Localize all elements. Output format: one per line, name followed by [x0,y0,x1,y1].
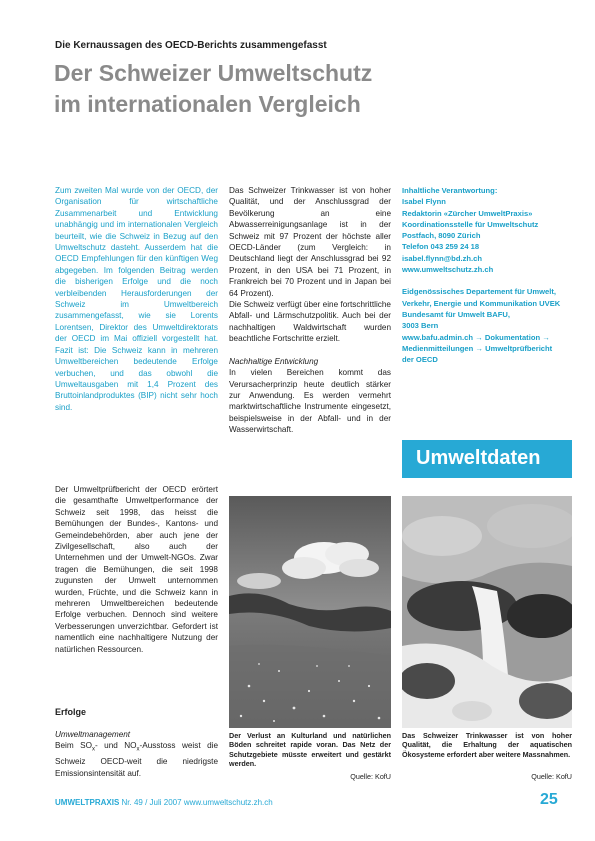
body-col2-p3: In vielen Bereichen kommt das Verursacherprinzip heute deutlich stärker zur Anwendung. Es werden vermehrt marktwirtschaftliche Instrumente eingesetzt, beispielsweise in der Abfall- und in der Wasserwirtschaft. [229,368,391,435]
credits-line: Redaktorin «Zürcher UmweltPraxis» [402,208,533,218]
body-col2-p2: Die Schweiz verfügt über eine fortschrittliche Abfall- und Lärmschutzpolitik. Auch bei der nachhaltigen Waldwirtschaft wurden beachtliche Fortschritte erzielt. [229,300,391,344]
page-footer [55,798,273,807]
subscript-x1: x [91,747,95,754]
body-col2-subheading: Nachhaltige Entwicklung [229,356,319,366]
erfolge-text-mid: - und NO [94,741,137,751]
page-number: 25 [540,791,558,808]
title-line-1: Der Schweizer Umweltschutz [54,60,373,86]
caption-waterfall: Das Schweizer Trinkwasser ist von hoher Qualität, die Erhaltung der aquatischen Ökosysteme erfordert aber weitere Massnahmen. [402,731,572,759]
credits-line: Inhaltliche Verantwortung: [402,186,498,195]
footer-issue: Nr. 49 / Juli 2007 [121,798,182,807]
credits-line: Medienmitteilungen → Umweltprüfbericht [402,343,553,353]
caption-landscape: Der Verlust an Kulturland und natürlichen Böden schreitet rapide voran. Das Netz der Schutzgebiete müsste erweitert und gestärkt werden. [229,731,391,769]
erfolge-text-post: -Ausstoss weist die Schweiz OECD-weit die niedrigste Emissionsintensität auf. [55,741,218,778]
landscape-photo [229,496,391,728]
body-paragraph-col1: Der Umweltprüfbericht der OECD erörtert die gesamthafte Umweltperformance der Schweiz seit 1998, das heisst die Bemühungen der Bundes-, Kantons- und Gemeindebehörden, aber auch jene der Zivilgesellschaft, also auch der Unternehmen und der Umwelt-NGOs. Zwar tragen die Bemühungen, die seit 1998 zugunsten der Umwelt unternommen wurden, Früchte, und die Schweiz kann in mehreren Umweltbereichen bedeutende Erfolge verbuchen. Dennoch sind weitere Verbesserungen unverzichtbar. Gefordert ist namentlich eine nachhaltigere Nutzung der natürlichen Ressourcen. [55,485,218,654]
title-line-2: im internationalen Vergleich [54,91,361,117]
erfolge-heading: Erfolge [55,707,87,717]
credits-line: Postfach, 8090 Zürich [402,231,481,241]
footer-url[interactable]: www.umweltschutz.zh.ch [183,798,273,807]
erfolge-subheading: Umweltmanagement [55,730,131,739]
credits-line: Telefon 043 259 24 18 [402,242,480,252]
subscript-x2: x [136,747,140,754]
credits-line: Bundesamt für Umwelt BAFU, [402,309,511,319]
credits-bafu-link[interactable]: www.bafu.admin.ch → Dokumentation → [402,332,550,342]
page-title [54,58,554,120]
erfolge-text-pre: Beim SO [55,741,92,751]
credits-box [402,185,572,365]
footer-brand: UMWELTPRAXIS [55,798,120,807]
erfolge-section [55,729,218,779]
credits-line: der OECD [402,355,438,365]
waterfall-photo [402,496,572,728]
source-waterfall: Quelle: KofU [531,772,572,781]
umweltdaten-banner [402,440,572,478]
credits-line: Isabel Flynn [402,197,446,207]
body-col2-p1: Das Schweizer Trinkwasser ist von hoher Qualität, und der Anschlussgrad der Bevölkerung an eine Abwasserreinigungsanlage ist in der Schweiz mit 97 Prozent der höchste aller OECD-Länder (zum Vergleich: in Deutschland liegt der Anschlussgrad bei 92 Prozent, in den USA bei 71 Prozent, in Frankreich bei 70 Prozent und in Japan bei 64 Prozent). [229,186,391,298]
erfolge-text [55,740,218,779]
credits-line: Verkehr, Energie und Kommunikation UVEK [402,298,561,308]
intro-paragraph: Zum zweiten Mal wurde von der OECD, der Organisation für wirtschaftliche Zusammenarbeit und Entwicklung unabhängig und im internationalen Vergleich beurteilt, wie die Schweiz in Bezug auf den Umweltschutz dasteht. Ausserdem hat die OECD Empfehlungen für den künftigen Weg abgegeben. Im folgenden Beitrag werden die bisherigen Erfolge und die noch verbleibenden Herausforderungen der Schweiz im Umweltbereich zusammengefasst, wie sie Lorents Lorentsen, Direktor des Umweltdirektorats der OECD im Mai offiziell vorgestellt hat. Fazit ist: Die Schweiz kann in mehreren Umweltbereichen bedeutende Erfolge verbuchen, und das obwohl die Umweltausgaben mit 1,4 Prozent des Bruttoinlandproduktes (BIP) nicht sehr hoch sind. [55,186,218,412]
source-landscape: Quelle: KofU [350,772,391,781]
banner-label: Umweltdaten [416,447,541,469]
credits-line: Koordinationsstelle für Umweltschutz [402,219,539,229]
credits-line: 3003 Bern [402,321,439,331]
body-column-2 [229,185,391,436]
credits-web-link[interactable]: www.umweltschutz.zh.ch [402,265,494,275]
credits-line: Eidgenössisches Departement für Umwelt, [402,287,557,297]
credits-email-link[interactable]: isabel.flynn@bd.zh.ch [402,253,482,263]
section-kicker: Die Kernaussagen des OECD-Berichts zusammengefasst [55,40,327,51]
